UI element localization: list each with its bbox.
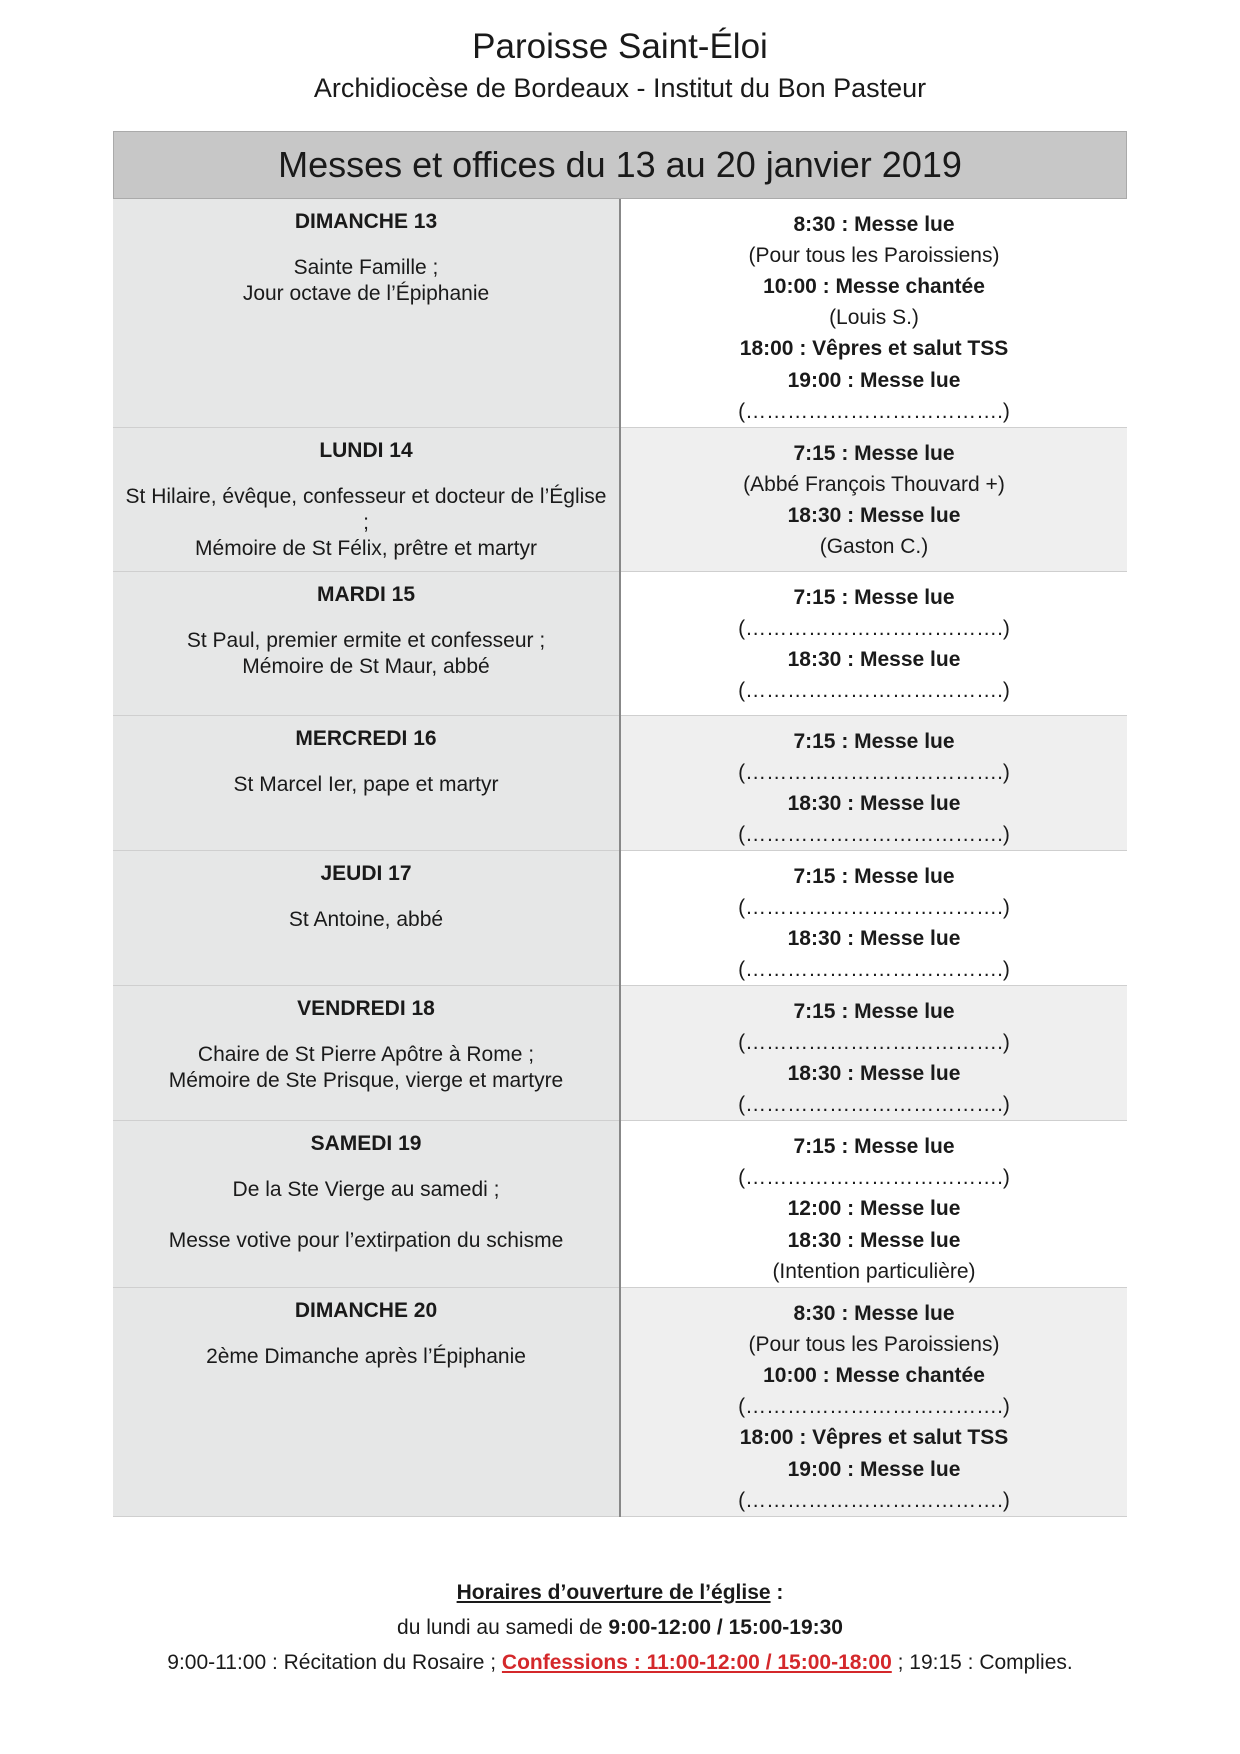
feast-line: St Hilaire, évêque, confesseur et docteur de l’Église ; (125, 485, 607, 534)
service-label: Messe lue (854, 730, 955, 753)
day-row (113, 1121, 1127, 1288)
service-line (631, 1225, 1117, 1257)
service-intention: (……………………………….) (738, 1489, 1010, 1512)
service-intention: (……………………………….) (738, 400, 1010, 423)
service-time: 7:15 (793, 865, 836, 888)
day-label: SAMEDI 19 (310, 1132, 422, 1155)
service-separator: : (835, 865, 855, 888)
parish-title: Paroisse Saint-Éloi (472, 27, 768, 66)
service-intention: (Gaston C.) (819, 535, 929, 558)
opening-days: du lundi au samedi de (397, 1616, 609, 1639)
service-separator: : (841, 504, 860, 527)
service-line (631, 644, 1117, 676)
service-time: 8:30 (793, 213, 836, 236)
rosary-time: 9:00-11:00 : Récitation du Rosaire ; (167, 1651, 502, 1674)
service-time: 8:30 (793, 1302, 836, 1325)
service-label: Messe lue (860, 369, 961, 392)
day-row (113, 428, 1127, 572)
day-row (113, 572, 1127, 716)
day-label: MARDI 15 (316, 583, 416, 606)
feast-line: Chaire de St Pierre Apôtre à Rome ; (197, 1043, 535, 1066)
service-line (631, 726, 1117, 758)
services-cell (620, 851, 1127, 986)
service-separator: : (841, 1458, 860, 1481)
feast-line: St Marcel Ier, pape et martyr (233, 773, 499, 796)
service-label: Vêpres et salut TSS (812, 337, 1009, 360)
service-line (631, 582, 1117, 614)
service-time: 18:30 (787, 927, 842, 950)
feast-line (123, 1203, 609, 1228)
service-time: 18:30 (787, 1229, 842, 1252)
services-cell (620, 1121, 1127, 1288)
day-cell (113, 716, 620, 851)
service-intention: (……………………………….) (738, 617, 1010, 640)
service-separator: : (841, 1062, 860, 1085)
service-time: 7:15 (793, 730, 836, 753)
day-row (113, 716, 1127, 851)
day-label: MERCREDI 16 (295, 727, 437, 750)
day-label: LUNDI 14 (319, 439, 413, 462)
schedule-banner: Messes et offices du 13 au 20 janvier 2019 (113, 131, 1127, 199)
page-header (0, 24, 1240, 106)
service-separator: : (835, 442, 855, 465)
feast-line: St Antoine, abbé (288, 908, 444, 931)
service-separator: : (793, 337, 813, 360)
service-time: 19:00 (787, 1458, 842, 1481)
service-intention: (……………………………….) (738, 1395, 1010, 1418)
service-line (631, 1131, 1117, 1163)
day-cell (113, 428, 620, 572)
service-time: 18:30 (787, 504, 842, 527)
service-intention: (Abbé François Thouvard +) (743, 473, 1005, 496)
service-separator: : (841, 927, 860, 950)
service-intention: (Pour tous les Paroissiens) (748, 244, 1000, 267)
service-time: 19:00 (787, 369, 842, 392)
service-line (631, 1298, 1117, 1330)
day-row (113, 199, 1127, 428)
service-time: 12:00 (787, 1197, 842, 1220)
day-cell (113, 986, 620, 1121)
service-intention: (……………………………….) (738, 1093, 1010, 1116)
service-time: 18:30 (787, 1062, 842, 1085)
service-time: 7:15 (793, 1135, 836, 1158)
day-label: VENDREDI 18 (297, 997, 435, 1020)
service-intention: (……………………………….) (738, 958, 1010, 981)
opening-hours (0, 1575, 1240, 1680)
service-label: Messe lue (860, 1197, 961, 1220)
service-line (631, 923, 1117, 955)
feast-line: De la Ste Vierge au samedi ; (232, 1178, 500, 1201)
compline-time: ; 19:15 : Complies. (891, 1651, 1073, 1674)
day-cell (113, 1288, 620, 1517)
service-label: Messe lue (860, 1229, 961, 1252)
day-cell (113, 851, 620, 986)
services-cell (620, 986, 1127, 1121)
schedule-grid (113, 199, 1127, 1517)
parish-subtitle: Archidiocèse de Bordeaux - Institut du Bon Pasteur (313, 73, 927, 103)
service-label: Messe lue (854, 1135, 955, 1158)
service-label: Messe chantée (835, 1364, 985, 1387)
service-separator: : (835, 1135, 855, 1158)
day-row (113, 851, 1127, 986)
service-line (631, 500, 1117, 532)
service-label: Messe lue (860, 648, 961, 671)
feast-line: Mémoire de St Maur, abbé (242, 655, 490, 678)
service-separator: : (841, 792, 860, 815)
service-time: 18:00 (739, 337, 794, 360)
day-label: DIMANCHE 20 (294, 1299, 438, 1322)
service-intention: (Pour tous les Paroissiens) (748, 1333, 1000, 1356)
services-cell (620, 199, 1127, 428)
services-cell (620, 1288, 1127, 1517)
service-separator: : (841, 648, 860, 671)
service-label: Messe lue (854, 1302, 955, 1325)
feast-line: Jour octave de l’Épiphanie (242, 282, 490, 305)
service-time: 7:15 (793, 442, 836, 465)
services-cell (620, 716, 1127, 851)
service-label: Messe lue (854, 865, 955, 888)
service-label: Messe chantée (835, 275, 985, 298)
service-separator: : (816, 275, 836, 298)
service-separator: : (835, 1302, 855, 1325)
confessions-times: Confessions : 11:00-12:00 / 15:00-18:00 (501, 1651, 892, 1674)
service-intention: (……………………………….) (738, 1031, 1010, 1054)
service-line (631, 1360, 1117, 1392)
feast-line: 2ème Dimanche après l’Épiphanie (206, 1345, 526, 1368)
service-line (631, 271, 1117, 303)
service-label: Messe lue (860, 1062, 961, 1085)
service-label: Messe lue (854, 586, 955, 609)
day-cell (113, 1121, 620, 1288)
service-label: Messe lue (854, 213, 955, 236)
service-time: 7:15 (793, 586, 836, 609)
opening-hours-colon: : (770, 1581, 784, 1604)
service-separator: : (841, 1229, 860, 1252)
service-label: Messe lue (860, 1458, 961, 1481)
service-line (631, 438, 1117, 470)
service-label: Messe lue (854, 1000, 955, 1023)
service-intention: (Louis S.) (829, 306, 919, 329)
schedule-table (113, 131, 1127, 1517)
day-cell (113, 199, 620, 428)
feast-line: Sainte Famille ; (293, 256, 439, 279)
service-label: Vêpres et salut TSS (812, 1426, 1009, 1449)
service-line (631, 209, 1117, 241)
service-separator: : (835, 213, 855, 236)
service-intention: (……………………………….) (738, 761, 1010, 784)
feast-line: Mémoire de St Félix, prêtre et martyr (195, 537, 537, 560)
day-cell (113, 572, 620, 716)
service-line (631, 788, 1117, 820)
service-separator: : (835, 1000, 855, 1023)
services-cell (620, 428, 1127, 572)
service-intention: (……………………………….) (738, 1166, 1010, 1189)
service-time: 10:00 (763, 1364, 817, 1387)
service-intention: (……………………………….) (738, 823, 1010, 846)
day-row (113, 1288, 1127, 1517)
opening-hours-range: 9:00-12:00 / 15:00-19:30 (608, 1616, 843, 1639)
service-time: 18:30 (787, 792, 842, 815)
service-line (631, 1422, 1117, 1454)
day-label: JEUDI 17 (320, 862, 412, 885)
day-row (113, 986, 1127, 1121)
service-separator: : (816, 1364, 836, 1387)
service-line (631, 1193, 1117, 1225)
service-separator: : (841, 369, 860, 392)
service-separator: : (835, 586, 855, 609)
service-line (631, 1058, 1117, 1090)
service-intention: (……………………………….) (738, 679, 1010, 702)
service-label: Messe lue (854, 442, 955, 465)
service-line (631, 365, 1117, 397)
service-separator: : (841, 1197, 860, 1220)
opening-hours-heading: Horaires d’ouverture de l’église (456, 1581, 771, 1604)
feast-line: St Paul, premier ermite et confesseur ; (186, 629, 546, 652)
service-label: Messe lue (860, 792, 961, 815)
service-intention: (……………………………….) (738, 896, 1010, 919)
service-time: 7:15 (793, 1000, 836, 1023)
service-time: 18:30 (787, 648, 842, 671)
feast-line: Messe votive pour l’extirpation du schisme (168, 1229, 564, 1252)
service-separator: : (793, 1426, 813, 1449)
service-separator: : (835, 730, 855, 753)
service-intention: (Intention particulière) (772, 1260, 976, 1283)
service-line (631, 1454, 1117, 1486)
service-time: 10:00 (763, 275, 817, 298)
service-line (631, 333, 1117, 365)
services-cell (620, 572, 1127, 716)
service-line (631, 996, 1117, 1028)
service-time: 18:00 (739, 1426, 794, 1449)
service-line (631, 861, 1117, 893)
service-label: Messe lue (860, 927, 961, 950)
day-label: DIMANCHE 13 (294, 210, 438, 233)
service-label: Messe lue (860, 504, 961, 527)
feast-line: Mémoire de Ste Prisque, vierge et martyre (168, 1069, 564, 1092)
